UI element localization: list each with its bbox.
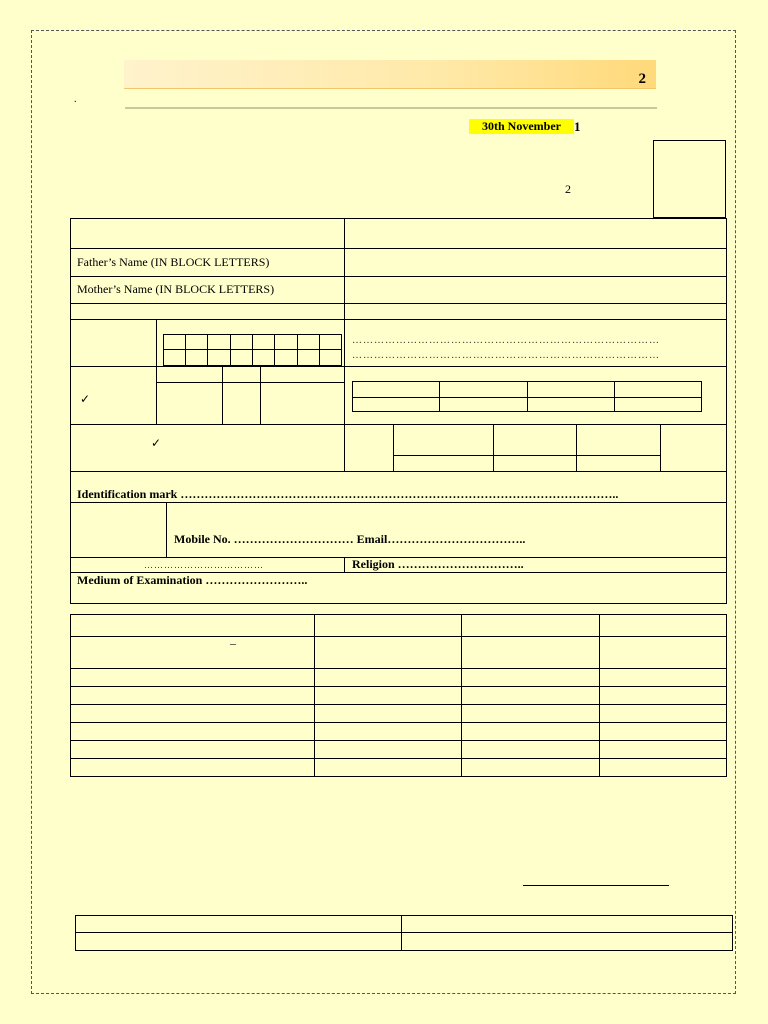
- subtable-line: [527, 381, 528, 412]
- row-line: [70, 686, 727, 687]
- column-divider: [222, 366, 223, 424]
- signature-line[interactable]: [523, 885, 669, 886]
- dot-mark: .: [74, 94, 77, 105]
- dash-mark: –: [230, 636, 236, 650]
- mobile-email-label: Mobile No. ………………………… Email……………………………..: [174, 532, 526, 546]
- identification-mark-label: Identification mark ………………………………………………………………………………………………..: [77, 487, 619, 501]
- row-line: [70, 704, 727, 705]
- dob-grid-line: [297, 334, 298, 366]
- row-line: [70, 740, 727, 741]
- column-divider: [260, 366, 261, 424]
- column-divider: [344, 557, 345, 572]
- row-line: [156, 382, 344, 383]
- small-dots: ………………………………: [144, 560, 264, 570]
- row-line: [75, 932, 733, 933]
- column-divider: [493, 424, 494, 471]
- dob-grid-line: [230, 334, 231, 366]
- dob-grid-line: [274, 334, 275, 366]
- row-line: [70, 722, 727, 723]
- dob-grid-line: [185, 334, 186, 366]
- medium-of-examination-label: Medium of Examination ……………………..: [77, 573, 308, 587]
- mothers-name-field[interactable]: [345, 277, 726, 302]
- row-line: [70, 758, 727, 759]
- column-divider: [314, 614, 315, 777]
- row-line: [70, 303, 727, 304]
- subtable-line: [439, 381, 440, 412]
- row-line: [393, 455, 660, 456]
- column-divider: [401, 915, 402, 951]
- column-divider: [156, 319, 157, 424]
- column-divider: [166, 502, 167, 557]
- address-dots: …………………………………………………………………………: [352, 350, 660, 361]
- deadline-suffix: 1: [574, 119, 581, 134]
- dob-grid-line: [252, 334, 253, 366]
- check-mark: ✓: [80, 392, 91, 406]
- row-line: [70, 424, 727, 425]
- column-divider: [660, 424, 661, 471]
- fathers-name-field[interactable]: [345, 249, 726, 275]
- row-line: [70, 636, 727, 637]
- fathers-name-label: Father’s Name (IN BLOCK LETTERS): [77, 255, 270, 269]
- deadline-highlight: 30th November: [469, 119, 574, 134]
- row-line: [70, 319, 727, 320]
- page-marker: 2: [565, 182, 571, 196]
- column-divider: [393, 424, 394, 471]
- column-divider: [461, 614, 462, 777]
- row-line: [70, 668, 727, 669]
- row-line: [70, 502, 727, 503]
- row-line: [70, 366, 727, 367]
- mothers-name-label: Mother’s Name (IN BLOCK LETTERS): [77, 282, 275, 296]
- qualification-table: [70, 614, 727, 777]
- religion-label: Religion …………………………..: [352, 557, 524, 571]
- dob-grid-line: [319, 334, 320, 366]
- candidate-name-field[interactable]: [345, 219, 726, 247]
- office-use-table: [75, 915, 733, 951]
- column-divider: [576, 424, 577, 471]
- check-mark: ✓: [151, 436, 162, 450]
- header-rule: [125, 107, 657, 109]
- address-dots: …………………………………………………………………………: [352, 335, 660, 346]
- header-banner: [124, 60, 656, 89]
- subtable-line: [614, 381, 615, 412]
- banner-number: 2: [638, 71, 646, 87]
- photo-box[interactable]: [653, 140, 726, 218]
- dob-grid-line: [207, 334, 208, 366]
- row-line: [70, 471, 727, 472]
- column-divider: [599, 614, 600, 777]
